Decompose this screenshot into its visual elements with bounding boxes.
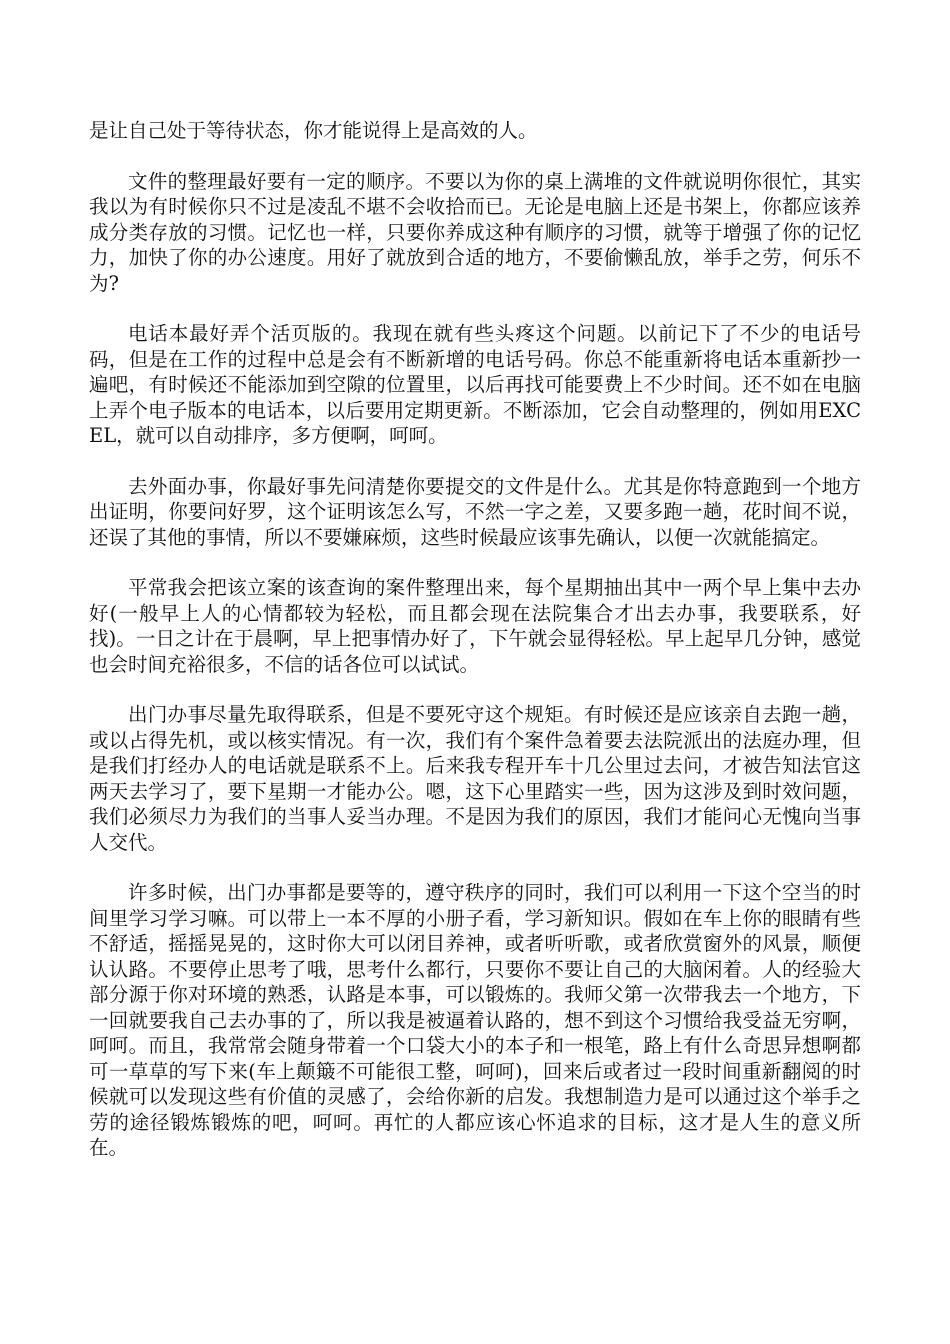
paragraph-use-waiting-time: 许多时候，出门办事都是要等的，遵守秩序的同时，我们可以利用一下这个空当的时间里学习学习嘛。可以带上一本不厚的小册子看，学习新知识。假如在车上你的眼睛有些不舒适，摇摇晃晃的，这时你大可以闭目养神，或者听听歌，或者欣赏窗外的风景，顺便认认路。不要停止思考了哦，思考什么都行，只要你不要让自己的大脑闲着。人的经验大部分源于你对环境的熟悉，认路是本事，可以锻炼的。我师父第一次带我去一个地方，下一回就要我自己去办事的了，所以我是被逼着认路的，想不到这个习惯给我受益无穷啊，呵呵。而且，我常常会随身带着一个口袋大小的本子和一根笔，路上有什么奇思异想啊都可一草草的写下来(车上颠簸不可能很工整，呵呵)，回来后或者过一段时间重新翻阅的时候就可以发现这些有价值的灵感了，会给你新的启发。我想制造力是可以通过这个举手之劳的途径锻炼锻炼的吧，呵呵。再忙的人都应该心怀追求的目标，这才是人生的意义所在。	[89, 881, 861, 1159]
document-body	[89, 118, 861, 1186]
paragraph-phone-book: 电话本最好弄个活页版的。我现在就有些头疼这个问题。以前记下了不少的电话号码，但是在工作的过程中总是会有不断新增的电话号码。你总不能重新将电话本重新抄一遍吧，有时候还不能添加到空隙的位置里，以后再找可能要费上不少时间。还不如在电脑上弄个电子版本的电话本，以后要用定期更新。不断添加，它会自动整理的，例如用EXCEL，就可以自动排序，多方便啊，呵呵。	[89, 322, 861, 447]
paragraph-file-organization: 文件的整理最好要有一定的顺序。不要以为你的桌上满堆的文件就说明你很忙，其实我以为有时候你只不过是凌乱不堪不会收拾而已。无论是电脑上还是书架上，你都应该养成分类存放的习惯。记忆也一样，只要你养成这种有顺序的习惯，就等于增强了你的记忆力，加快了你的办公速度。用好了就放到合适的地方，不要偷懒乱放，举手之劳，何乐不为?	[89, 169, 861, 295]
paragraph-confirm-documents: 去外面办事，你最好事先问清楚你要提交的文件是什么。尤其是你特意跑到一个地方出证明，你要问好罗，这个证明该怎么写，不然一字之差，又要多跑一趟，花时间不说，还误了其他的事情，所以不要嫌麻烦，这些时候最应该事先确认，以便一次就能搞定。	[89, 474, 861, 549]
paragraph-contact-first: 出门办事尽量先取得联系，但是不要死守这个规矩。有时候还是应该亲自去跑一趟，或以占得先机，或以核实情况。有一次，我们有个案件急着要去法院派出的法庭办理，但是我们打经办人的电话就是联系不上。后来我专程开车十几公里过去问，才被告知法官这两天去学习了，要下星期一才能办公。嗯，这下心里踏实一些，因为这涉及到时效问题，我们必须尽力为我们的当事人妥当办理。不是因为我们的原因，我们才能问心无愧向当事人交代。	[89, 703, 861, 854]
paragraph-morning-schedule: 平常我会把该立案的该查询的案件整理出来，每个星期抽出其中一两个早上集中去办好(一般早上人的心情都较为轻松，而且都会现在法院集合才出去办事，我要联系，好找)。一日之计在于晨啊，早上把事情办好了，下午就会显得轻松。早上起早几分钟，感觉也会时间充裕很多，不信的话各位可以试试。	[89, 576, 861, 676]
paragraph-continuation: 是让自己处于等待状态，你才能说得上是高效的人。	[89, 119, 538, 142]
